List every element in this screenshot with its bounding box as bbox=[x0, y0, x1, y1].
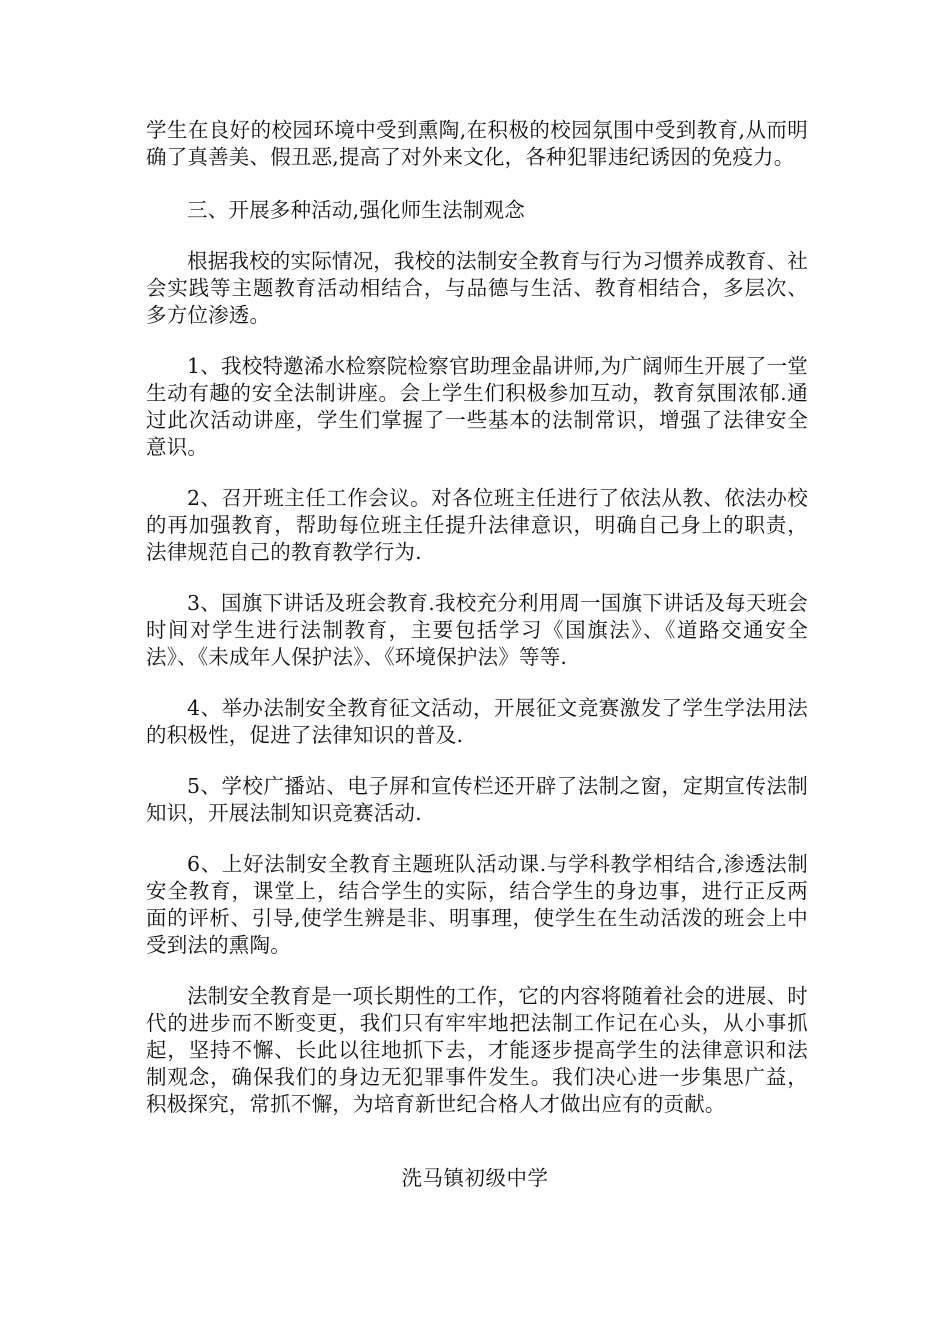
paragraph-conclusion: 法制安全教育是一项长期性的工作，它的内容将随着社会的进展、时代的进步而不断变更，我们只有牢牢地把法制工作记在心头，从小事抓起，坚持不懈、长此以往地抓下去，才能逐步提高学生的法律意识和法制观念，确保我们的身边无犯罪事件发生。我们决心进一步集思广益，积极探究，常抓不懈，为培育新世纪合格人才做出应有的贡献。 bbox=[146, 984, 808, 1116]
paragraph-item-6: 6、上好法制安全教育主题班队活动课.与学科教学相结合,渗透法制安全教育，课堂上，结合学生的实际，结合学生的身边事，进行正反两面的评析、引导,使学生辨是非、明事理，使学生在生动活泼的班会上中受到法的熏陶。 bbox=[146, 852, 808, 957]
paragraph-item-4: 4、举办法制安全教育征文活动，开展征文竞赛激发了学生学法用法的积极性，促进了法律知识的普及. bbox=[146, 696, 808, 747]
signature-school-name: 洗马镇初级中学 bbox=[401, 1166, 549, 1190]
paragraph-intro-continuation: 学生在良好的校园环境中受到熏陶,在积极的校园氛围中受到教育,从而明确了真善美、假丑恶,提高了对外来文化，各种犯罪违纪诱因的免疫力。 bbox=[146, 118, 808, 169]
paragraph-item-3: 3、国旗下讲话及班会教育.我校充分利用周一国旗下讲话及每天班会时间对学生进行法制教育，主要包括学习《国旗法》、《道路交通安全法》、《未成年人保护法》、《环境保护法》等等. bbox=[146, 591, 808, 669]
section-heading: 三、开展多种活动,强化师生法制观念 bbox=[187, 198, 525, 222]
document-body bbox=[146, 117, 808, 1118]
paragraph-item-2: 2、召开班主任工作会议。对各位班主任进行了依法从教、依法办校的再加强教育，帮助每位班主任提升法律意识，明确自己身上的职责，法律规范自己的教育教学行为. bbox=[146, 486, 808, 564]
paragraph-item-1: 1、我校特邀浠水检察院检察官助理金晶讲师,为广阔师生开展了一堂生动有趣的安全法制讲座。会上学生们积极参加互动，教育氛围浓郁.通过此次活动讲座，学生们掌握了一些基本的法制常识，增强了法律安全意识。 bbox=[146, 354, 808, 459]
paragraph-item-5: 5、学校广播站、电子屏和宣传栏还开辟了法制之窗，定期宣传法制知识，开展法制知识竞赛活动. bbox=[146, 774, 808, 825]
paragraph-overview: 根据我校的实际情况，我校的法制安全教育与行为习惯养成教育、社会实践等主题教育活动相结合，与品德与生活、教育相结合，多层次、多方位渗透。 bbox=[146, 249, 808, 327]
